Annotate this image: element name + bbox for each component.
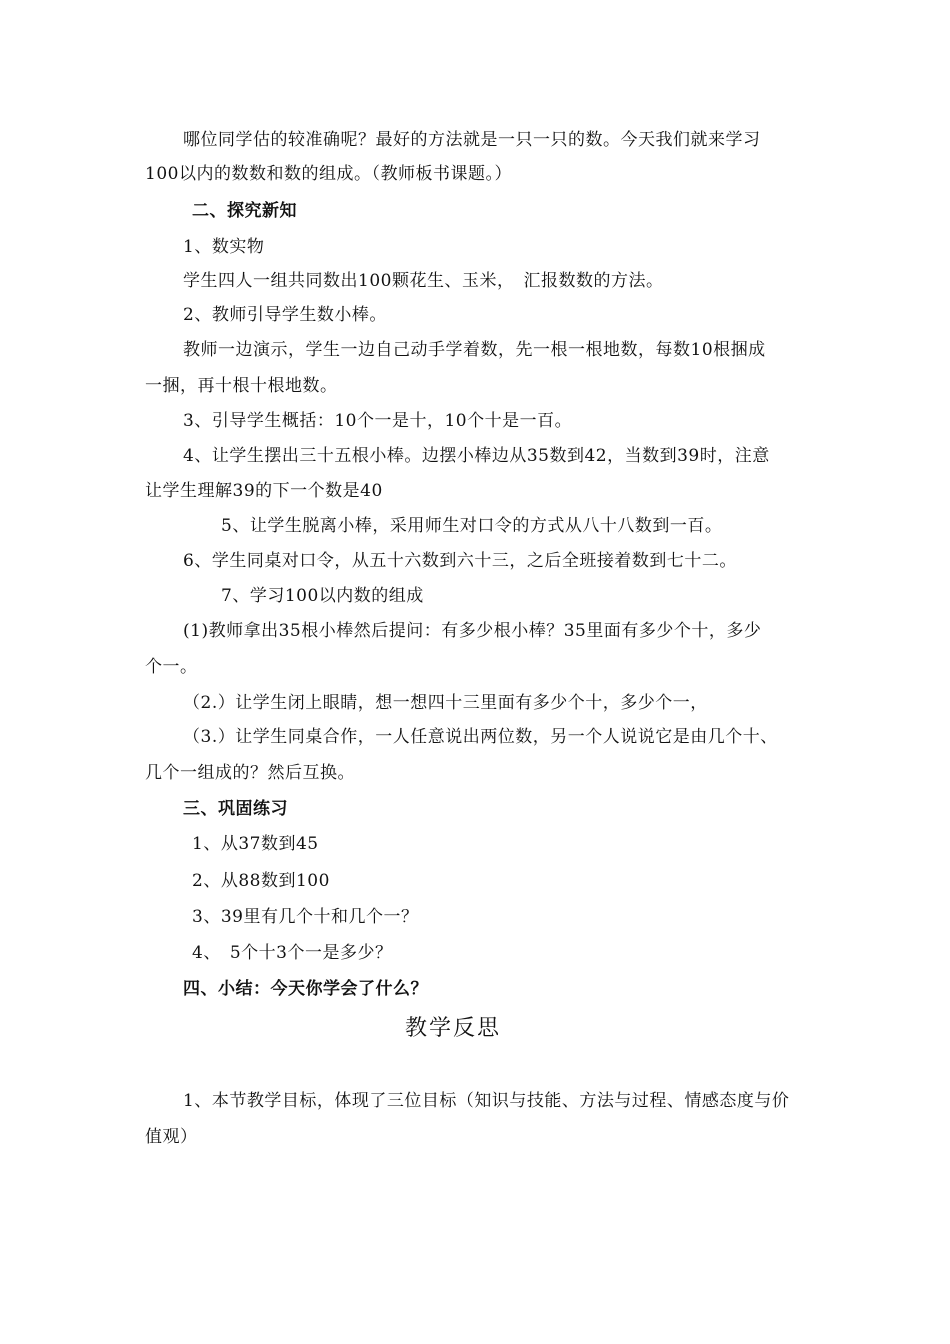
- section-heading: 二、探究新知: [192, 201, 297, 221]
- item-heading: 6、学生同桌对口令，从五十六数到六十三，之后全班接着数到七十二。: [183, 551, 737, 571]
- exercise-item: 4、 5个十3个一是多少？: [192, 943, 393, 963]
- item-heading: 2、教师引导学生数小棒。: [183, 305, 387, 325]
- paragraph-line: 值观）: [145, 1127, 198, 1147]
- item-heading: 5、让学生脱离小棒，采用师生对口令的方式从八十八数到一百。: [221, 516, 723, 536]
- reflection-title: 教学反思: [405, 1016, 502, 1041]
- item-heading: 3、引导学生概括：10个一是十，10个十是一百。: [183, 411, 573, 431]
- sub-item: (1)教师拿出35根小棒然后提问：有多少根小棒？35里面有多少个十，多少: [183, 621, 762, 641]
- exercise-item: 2、从88数到100: [192, 871, 330, 891]
- paragraph-line: 几个一组成的？然后互换。: [145, 763, 355, 783]
- paragraph-line: 一捆，再十根十根地数。: [145, 376, 338, 396]
- exercise-item: 1、从37数到45: [192, 834, 319, 854]
- item-heading: 1、数实物: [183, 237, 265, 257]
- paragraph-line: 教师一边演示，学生一边自己动手学着数，先一根一根地数，每数10根捆成: [183, 340, 766, 360]
- paragraph-line: 1、本节教学目标，体现了三位目标（知识与技能、方法与过程、情感态度与价: [183, 1091, 790, 1111]
- item-heading: 4、让学生摆出三十五根小棒。边摆小棒边从35数到42，当数到39时，注意: [183, 446, 770, 466]
- paragraph-line: 学生四人一组共同数出100颗花生、玉米， 汇报数数的方法。: [183, 271, 664, 291]
- section-heading: 四、小结：今天你学会了什么？: [183, 979, 428, 999]
- paragraph-line: 个一。: [145, 657, 198, 677]
- section-heading: 三、巩固练习: [183, 799, 288, 819]
- sub-item: （3.）让学生同桌合作，一人任意说出两位数，另一个人说说它是由几个十、: [183, 727, 778, 747]
- paragraph-line: 100以内的数数和数的组成。（教师板书课题。）: [145, 164, 512, 184]
- exercise-item: 3、39里有几个十和几个一？: [192, 907, 419, 927]
- paragraph-line: 哪位同学估的较准确呢？最好的方法就是一只一只的数。今天我们就来学习: [183, 130, 761, 150]
- item-heading: 7、学习100以内数的组成: [221, 586, 424, 606]
- sub-item: （2.）让学生闭上眼睛，想一想四十三里面有多少个十，多少个一，: [183, 693, 708, 713]
- paragraph-line: 让学生理解39的下一个数是40: [145, 481, 383, 501]
